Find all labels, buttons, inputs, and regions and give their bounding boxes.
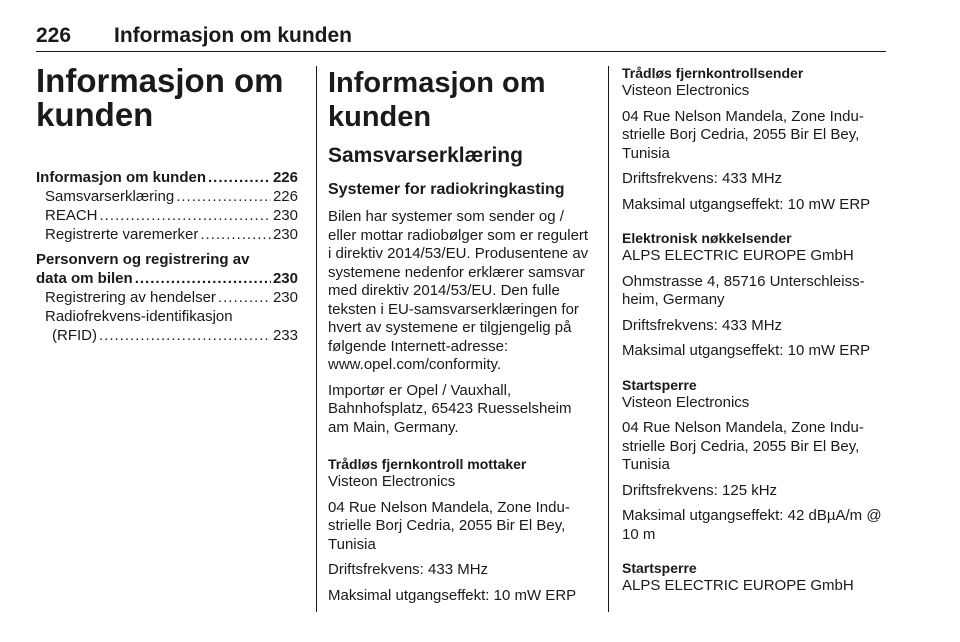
content-column-3 — [622, 64, 886, 611]
toc-entry[interactable] — [36, 168, 298, 187]
device-block — [328, 455, 594, 605]
toc-entry-page: 230 — [272, 270, 298, 287]
device-block — [622, 229, 886, 361]
device-line: ALPS ELECTRIC EUROPE GmbH — [622, 577, 854, 594]
device-title: Trådløs fjernkontrollsender — [622, 65, 804, 81]
toc-entry-page: 226 — [272, 188, 298, 205]
toc-entry-label: (RFID) — [52, 327, 97, 344]
toc-entry-label: data om bilen — [36, 270, 133, 287]
device-title: Elektronisk nøkkelsender — [622, 230, 792, 246]
toc-entry[interactable] — [36, 187, 298, 206]
device-title: Startsperre — [622, 376, 697, 393]
toc-entry-page: 226 — [272, 169, 298, 186]
device-line: Visteon Electronics — [622, 82, 750, 99]
device-line: ALPS ELECTRIC EUROPE GmbH — [622, 247, 854, 264]
toc-leader — [135, 269, 271, 288]
toc-group — [36, 250, 298, 345]
section-heading: Informasjon om kunden — [328, 67, 546, 133]
toc-entry-label-line1[interactable]: Personvern og registrering av — [36, 251, 250, 268]
device-line: 04 Rue Nelson Mandela, Zone Industrielle Borj Cedria, 2055 Bir El Bey, Tunisia — [622, 107, 864, 162]
device-block — [622, 64, 886, 214]
running-title: Informasjon om kunden — [114, 24, 353, 47]
column-divider — [608, 66, 609, 612]
toc-entry[interactable] — [36, 225, 298, 244]
toc-entry-label: Informasjon om kunden — [36, 169, 207, 186]
toc-entry-label: Samsvarserklæring — [45, 188, 175, 205]
intro-paragraph: Bilen har systemer som sender og / eller mottar radiobølger som er regulert i direktiv 2014/53/EU. Produsentene av systemene nedenfor erklærer samsvar med direktiv 2014/53/EU. Den fulle teksten i EU-samsvarserklæringen for hvert av systemene er tilgjengelig på følgende Internett-adresse: www.opel.com/conformity. — [328, 208, 589, 373]
toc-leader — [176, 187, 271, 206]
toc-entry[interactable] — [36, 206, 298, 225]
toc-group — [36, 168, 298, 244]
device-line: Maksimal utgangseffekt: 10 mW ERP — [328, 586, 577, 604]
device-line: Visteon Electronics — [622, 393, 750, 411]
toc-leader — [99, 326, 271, 345]
device-block — [622, 376, 886, 545]
device-line: Driftsfrekvens: 125 kHz — [622, 481, 778, 499]
content-column-2 — [328, 64, 594, 620]
device-line: Maksimal utgangseffekt: 10 mW ERP — [622, 342, 871, 359]
device-line: Driftsfrekvens: 433 MHz — [328, 561, 489, 578]
toc-leader — [208, 168, 271, 187]
device-line: 04 Rue Nelson Mandela, Zone Industrielle Borj Cedria, 2055 Bir El Bey, Tunisia — [622, 419, 864, 473]
toc-leader — [218, 288, 271, 307]
column-divider — [316, 66, 317, 612]
device-line: Maksimal utgangseffekt: 42 dBµA/m @ 10 m — [622, 507, 882, 543]
toc-entry[interactable] — [36, 326, 298, 345]
device-line: Ohmstrasse 4, 85716 Unterschleissheim, Germany — [622, 272, 865, 308]
toc-entry-page: 230 — [272, 226, 298, 243]
subsection-heading: Samsvarserklæring — [328, 144, 523, 167]
toc-entry-page: 230 — [272, 289, 298, 306]
toc-column — [36, 64, 298, 351]
toc-entry[interactable] — [36, 288, 298, 307]
device-block — [622, 559, 886, 596]
toc-entry-page: 233 — [272, 327, 298, 344]
toc-heading: Informasjon om kunden — [36, 62, 284, 133]
toc-leader — [200, 225, 271, 244]
subsubsection-heading: Systemer for radiokringkasting — [328, 181, 565, 198]
page-header — [36, 24, 886, 54]
toc-entry-label: Registrerte varemerker — [45, 226, 199, 243]
importer-paragraph: Importør er Opel / Vauxhall, Bahnhofsplatz, 65423 Ruesselsheim am Main, Germany. — [328, 381, 572, 436]
device-line: Maksimal utgangseffekt: 10 mW ERP — [622, 195, 871, 213]
device-title: Trådløs fjernkontroll mottaker — [328, 456, 527, 472]
toc-entry-label-line1[interactable]: Radiofrekvens-identifikasjon — [45, 308, 233, 325]
toc-entry-label: REACH — [45, 207, 98, 224]
device-line: Visteon Electronics — [328, 473, 456, 490]
device-title: Startsperre — [622, 560, 697, 576]
device-line: Driftsfrekvens: 433 MHz — [622, 316, 783, 334]
device-line: 04 Rue Nelson Mandela, Zone Industrielle Borj Cedria, 2055 Bir El Bey, Tunisia — [328, 498, 570, 553]
toc-leader — [100, 206, 271, 225]
toc-entry-label: Registrering av hendelser — [45, 289, 216, 306]
device-line: Driftsfrekvens: 433 MHz — [622, 170, 783, 187]
toc-entry[interactable] — [36, 269, 298, 288]
page-number: 226 — [36, 24, 72, 47]
header-rule — [36, 51, 886, 52]
toc-entry-page: 230 — [272, 207, 298, 224]
